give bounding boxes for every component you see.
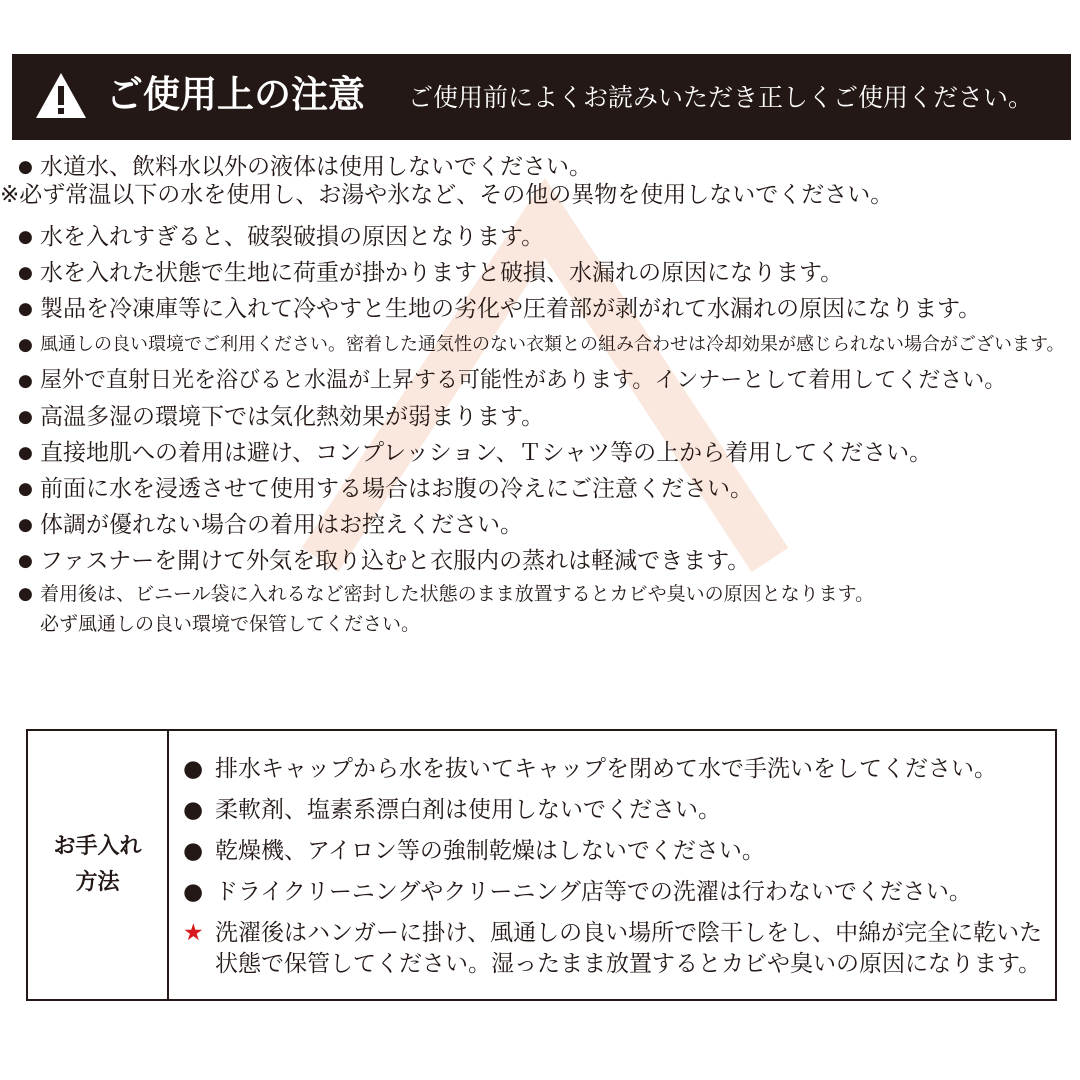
care-item <box>183 872 1053 913</box>
care-item <box>183 790 1053 831</box>
bullet-icon: ● <box>18 227 33 247</box>
header-title: ご使用上の注意 <box>106 73 365 116</box>
star-icon: ★ <box>183 920 204 946</box>
care-text: 柔軟剤、塩素系漂白剤は使用しないでください。 <box>215 797 721 823</box>
caution-item <box>18 399 1078 435</box>
caution-item <box>18 154 1078 180</box>
care-items <box>183 749 1053 980</box>
caution-text: 前面に水を浸透させて使用する場合はお腹の冷えにご注意ください。 <box>40 476 753 502</box>
bullet-icon: ● <box>183 756 204 782</box>
bullet-icon: ● <box>18 479 33 499</box>
caution-text: ※必ず常温以下の水を使用し、お湯や氷など、その他の異物を使用しないでください。 <box>0 182 894 208</box>
caution-text: 水道水、飲料水以外の液体は使用しないでください。 <box>40 154 592 180</box>
caution-item <box>18 327 1078 363</box>
care-item <box>183 918 1053 980</box>
caution-list <box>0 154 1078 639</box>
header-subtitle: ご使用前によくお読みいただき正しくご使用ください。 <box>408 83 1034 112</box>
caution-item <box>18 507 1078 543</box>
care-label-cell <box>28 731 169 999</box>
bullet-icon: ● <box>18 584 33 604</box>
care-item <box>183 831 1053 872</box>
bullet-icon: ● <box>18 515 33 535</box>
care-text: ドライクリーニングやクリーニング店等での洗濯は行わないでください。 <box>215 879 972 905</box>
care-text: 乾燥機、アイロン等の強制乾燥はしないでください。 <box>215 838 765 864</box>
caution-item <box>18 219 1078 255</box>
caution-item <box>18 471 1078 507</box>
bullet-icon: ● <box>183 838 204 864</box>
bullet-icon: ● <box>18 299 33 319</box>
caution-item <box>18 363 1078 399</box>
caution-item <box>18 435 1078 471</box>
caution-item <box>18 291 1078 327</box>
caution-text: 着用後は、ビニール袋に入れるなど密封した状態のまま放置するとカビや臭いの原因となります。 必ず風通しの良い環境で保管してください。 <box>40 583 875 635</box>
caution-text: 直接地肌への着用は避け、コンプレッション、Ｔシャツ等の上から着用してください。 <box>40 440 933 466</box>
bullet-icon: ● <box>183 797 204 823</box>
caution-text: 屋外で直射日光を浴びると水温が上昇する可能性があります。インナーとして着用してください。 <box>40 368 1007 393</box>
care-label: お手入れ 方法 <box>53 834 142 895</box>
care-text: 排水キャップから水を抜いてキャップを閉めて水で手洗いをしてください。 <box>215 756 997 782</box>
bullet-icon: ● <box>18 443 33 463</box>
caution-item <box>0 180 1078 211</box>
caution-text: 水を入れすぎると、破裂破損の原因となります。 <box>40 224 545 250</box>
caution-text: 製品を冷凍庫等に入れて冷やすと生地の劣化や圧着部が剥がれて水漏れの原因になります。 <box>40 296 982 322</box>
bullet-icon: ● <box>183 879 204 905</box>
bullet-icon: ● <box>18 157 33 177</box>
caution-item <box>18 543 1078 579</box>
caution-text: 水を入れた状態で生地に荷重が掛かりますと破損、水漏れの原因になります。 <box>40 260 844 286</box>
caution-text: ファスナーを開けて外気を取り込むと衣服内の蒸れは軽減できます。 <box>40 548 751 574</box>
care-item <box>183 749 1053 790</box>
bullet-icon: ● <box>18 263 33 283</box>
caution-item <box>18 579 1078 639</box>
caution-text: 高温多湿の環境下では気化熱効果が弱まります。 <box>40 404 545 430</box>
caution-text: 風通しの良い環境でご利用ください。密着した通気性のない衣類との組み合わせは冷却効果が感じられない場合がございます。 <box>40 334 1065 355</box>
caution-text: 体調が優れない場合の着用はお控えください。 <box>40 512 523 538</box>
caution-item <box>18 255 1078 291</box>
caution-header <box>12 54 1071 140</box>
bullet-icon: ● <box>18 335 33 355</box>
bullet-icon: ● <box>18 407 33 427</box>
care-text: 洗濯後はハンガーに掛け、風通しの良い場所で陰干しをし、中綿が完全に乾いた 状態で保管してください。湿ったまま放置するとカビや臭いの原因になります。 <box>215 920 1043 977</box>
bullet-icon: ● <box>18 371 33 391</box>
warning-triangle-icon <box>34 71 88 121</box>
care-instructions-table <box>26 729 1057 1001</box>
bullet-icon: ● <box>18 551 33 571</box>
